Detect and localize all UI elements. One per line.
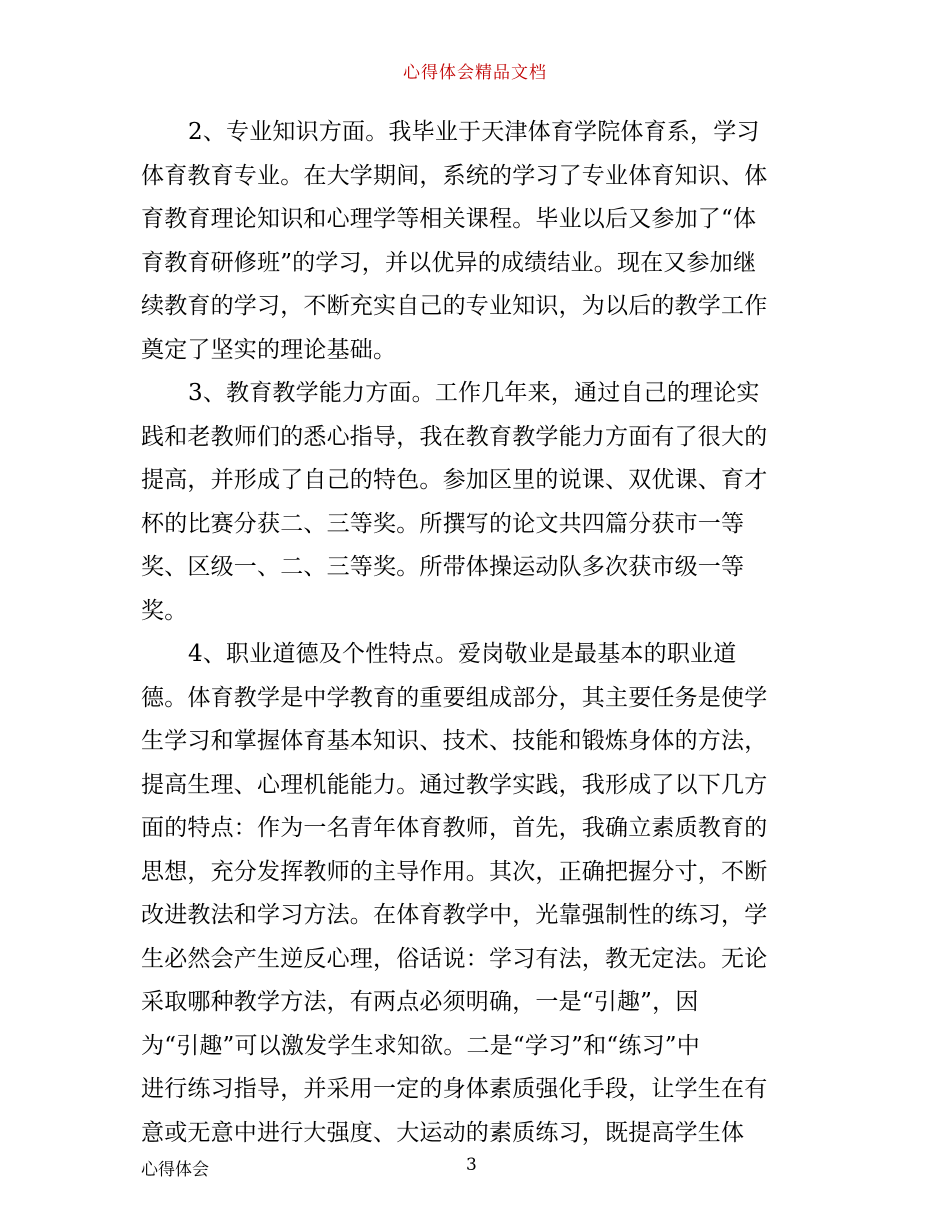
document-body: [141, 111, 813, 1155]
text-line: 体育教育专业。在大学期间，系统的学习了专业体育知识、体: [141, 162, 768, 189]
text-line: 杯的比赛分获二、三等奖。所撰写的论文共四篇分获市一等: [141, 510, 745, 537]
text-line: 育教育理论知识和心理学等相关课程。毕业以后又参加了“体: [141, 206, 757, 232]
text-line: 奠定了坚实的理论基础。: [141, 336, 397, 363]
text-line: 生必然会产生逆反心理，俗话说：学习有法，教无定法。无论: [141, 945, 768, 972]
page-header-title: 心得体会精品文档: [403, 63, 547, 83]
text-line: 2、专业知识方面。我毕业于天津体育学院体育系，学习: [188, 119, 760, 145]
text-line: 3、教育教学能力方面。工作几年来，通过自己的理论实: [188, 380, 760, 406]
text-line: 育教育研修班”的学习，并以优异的成绩结业。现在又参加继: [141, 249, 757, 276]
text-line: 4、职业道德及个性特点。爱岗敬业是最基本的职业道: [188, 641, 737, 667]
text-line: 德。体育教学是中学教育的重要组成部分，其主要任务是使学: [141, 684, 768, 711]
text-line: 意或无意中进行大强度、大运动的素质练习，既提高学生体: [141, 1119, 745, 1146]
page-number: 3: [466, 1155, 477, 1175]
text-line: 提高生理、心理机能能力。通过教学实践，我形成了以下几方: [141, 771, 768, 798]
text-line: 思想，充分发挥教师的主导作用。其次，正确把握分寸，不断: [141, 858, 768, 885]
text-line: 改进教法和学习方法。在体育教学中，光靠强制性的练习，学: [141, 902, 768, 928]
text-line: 面的特点：作为一名青年体育教师，首先，我确立素质教育的: [141, 815, 768, 841]
text-line: 为“引趣”可以激发学生求知欲。二是“学习”和“练习”中: [141, 1032, 700, 1059]
text-line: 采取哪种教学方法，有两点必须明确，一是“引趣”，因: [141, 989, 699, 1015]
footer-label: 心得体会: [141, 1160, 209, 1180]
text-line: 进行练习指导，并采用一定的身体素质强化手段，让学生在有: [141, 1076, 768, 1102]
text-line: 提高，并形成了自己的特色。参加区里的说课、双优课、育才: [141, 467, 768, 493]
text-line: 践和老教师们的悉心指导，我在教育教学能力方面有了很大的: [141, 423, 768, 450]
text-line: 续教育的学习，不断充实自己的专业知识，为以后的教学工作: [141, 293, 768, 319]
text-line: 奖。: [141, 597, 188, 624]
text-line: 奖、区级一、二、三等奖。所带体操运动队多次获市级一等: [141, 554, 745, 580]
text-line: 生学习和掌握体育基本知识、技术、技能和锻炼身体的方法，: [141, 728, 768, 754]
